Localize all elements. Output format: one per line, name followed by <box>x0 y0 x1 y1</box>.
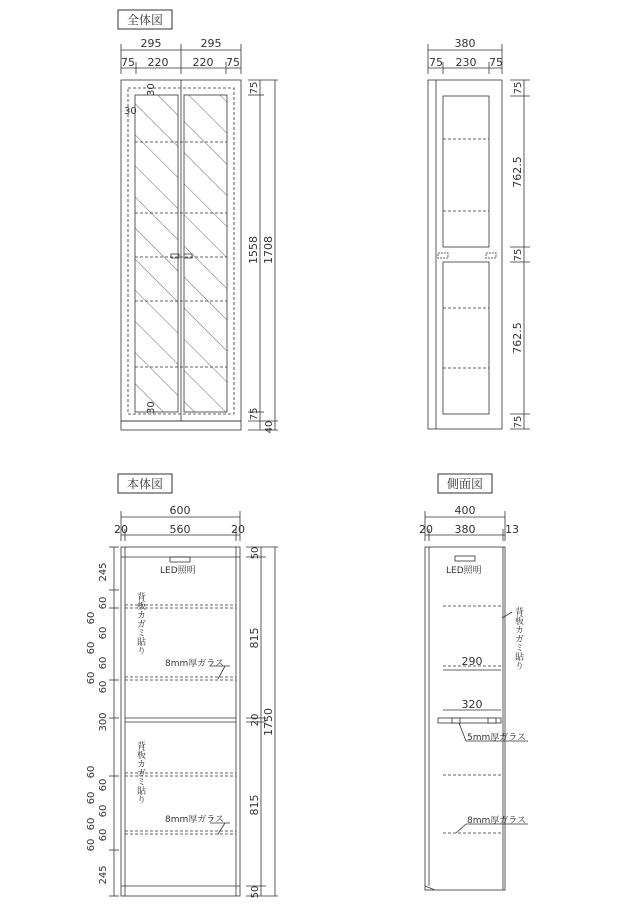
body-front-right-dim-1: 50 <box>250 546 261 560</box>
overall-front-sub-width-2: 220 <box>147 56 169 69</box>
body-side-led-label: LED照明 <box>446 566 482 576</box>
body-side-mirror-label: 背板カガミ貼り <box>513 607 523 670</box>
overall-front-corner-30-bottom: 30 <box>146 401 157 414</box>
body-front-left-dim-mid: 300 <box>98 712 109 732</box>
side-view-title: 側面図 <box>446 477 484 491</box>
body-side-sub-width-2: 380 <box>454 523 476 536</box>
overall-side-height-4: 762.5 <box>511 322 524 354</box>
body-front-left-dim-top-4: 60 <box>98 626 109 640</box>
overall-side-sub-width-3: 75 <box>489 56 503 69</box>
body-front-left-dim-top-6: 60 <box>98 656 109 670</box>
body-front-left-dim-top-5: 60 <box>86 641 97 655</box>
overall-front-sub-width-4: 75 <box>226 56 240 69</box>
overall-front-sub-width-1: 75 <box>121 56 135 69</box>
overall-view-title: 全体図 <box>126 13 164 27</box>
body-front-mirror-label-bottom: 背板カガミ貼り <box>135 741 145 804</box>
overall-front-corner-30-vertical: 30 <box>146 83 157 96</box>
overall-side-width: 380 <box>454 37 476 50</box>
overall-front-width-right: 295 <box>200 37 222 50</box>
body-side-shelf-320: 320 <box>461 698 483 711</box>
body-front-led-label: LED照明 <box>160 566 196 576</box>
body-front-left-dim-bottom-6: 60 <box>98 828 109 842</box>
body-side-glass-5mm: 5mm厚ガラス <box>467 733 526 743</box>
overall-front-top-margin: 75 <box>249 81 260 95</box>
body-side-glass-8mm: 8mm厚ガラス <box>467 816 526 826</box>
body-front-glass-label-bottom: 8mm厚ガラス <box>165 815 224 825</box>
overall-side-view <box>428 44 530 429</box>
body-side-width: 400 <box>454 504 476 517</box>
body-front-right-dim-4: 815 <box>248 794 261 816</box>
body-front-sub-width-1: 20 <box>114 523 128 536</box>
overall-side-height-1: 75 <box>513 81 524 95</box>
overall-front-sub-width-3: 220 <box>192 56 214 69</box>
body-front-left-dim-top-3: 60 <box>86 611 97 625</box>
body-side-shelf-290: 290 <box>461 655 483 668</box>
overall-side-height-3: 75 <box>513 248 524 262</box>
overall-side-height-2: 762.5 <box>511 156 524 188</box>
body-front-left-dim-bottom-4: 60 <box>98 804 109 818</box>
body-front-left-dim-bottom-8: 245 <box>98 865 109 885</box>
body-front-left-dim-top-8: 60 <box>98 680 109 694</box>
overall-front-width-left: 295 <box>140 37 162 50</box>
body-front-sub-width-3: 20 <box>231 523 245 536</box>
body-front-glass-label-top: 8mm厚ガラス <box>165 659 224 669</box>
body-front-left-dim-top-7: 60 <box>86 671 97 685</box>
main-body-view-title: 本体図 <box>126 477 164 491</box>
body-front-left-dim-bottom-2: 60 <box>98 778 109 792</box>
overall-front-base-height: 40 <box>264 420 275 434</box>
body-front-left-dim-bottom-1: 60 <box>86 765 97 779</box>
body-front-left-dim-bottom-5: 60 <box>86 817 97 831</box>
body-front-left-dim-bottom-3: 60 <box>86 791 97 805</box>
body-front-left-dim-bottom-7: 60 <box>86 838 97 852</box>
body-front-total-height: 1750 <box>262 708 275 736</box>
overall-side-height-5: 75 <box>513 415 524 429</box>
body-front-right-dim-5: 50 <box>250 885 261 899</box>
body-front-left-dim-top-1: 245 <box>98 562 109 582</box>
overall-front-glass-height: 1558 <box>247 236 260 264</box>
overall-front-bottom-margin: 75 <box>249 407 260 421</box>
body-front-right-dim-3: 20 <box>250 713 261 727</box>
body-front-sub-width-2: 560 <box>169 523 191 536</box>
body-front-left-dim-top-2: 60 <box>98 596 109 610</box>
body-side-sub-width-3: 13 <box>505 523 519 536</box>
overall-side-sub-width-2: 230 <box>455 56 477 69</box>
body-side-sub-width-1: 20 <box>419 523 433 536</box>
body-front-mirror-label-top: 背板カガミ貼り <box>135 592 145 655</box>
overall-front-corner-30-horizontal: 30 <box>124 106 137 117</box>
body-front-right-dim-2: 815 <box>248 627 261 649</box>
body-front-width: 600 <box>169 504 191 517</box>
overall-side-sub-width-1: 75 <box>429 56 443 69</box>
overall-front-total-height: 1708 <box>262 236 275 264</box>
